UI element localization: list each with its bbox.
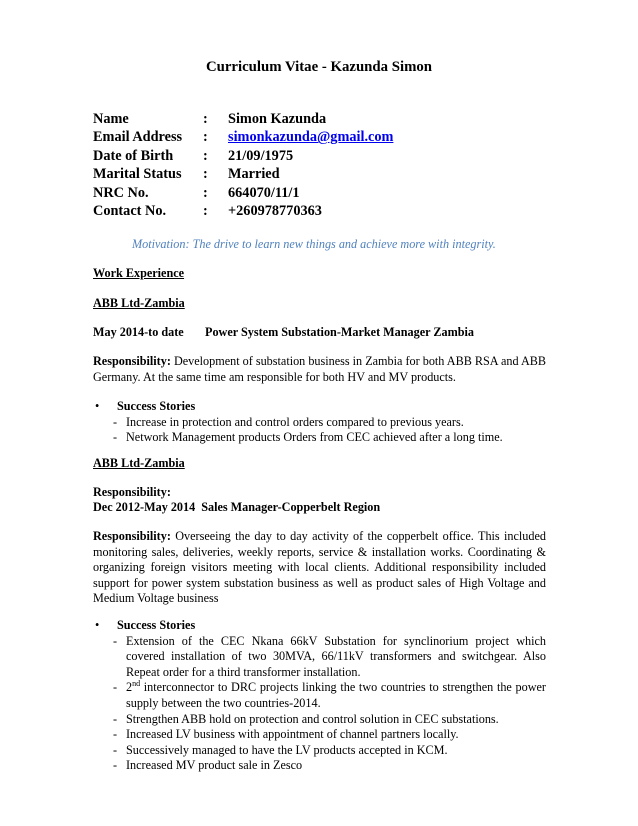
info-value: +260978770363 — [228, 202, 322, 219]
job2-resp-heading: Responsibility: — [93, 485, 171, 499]
info-row-nrc — [93, 184, 393, 202]
story-item — [93, 727, 546, 743]
motivation-statement: Motivation: The drive to learn new things and achieve more with integrity. — [132, 237, 496, 251]
email-link[interactable]: simonkazunda@gmail.com — [228, 129, 394, 146]
job1-responsibility — [93, 354, 546, 385]
dash-icon: - — [113, 758, 118, 773]
story-item — [93, 743, 546, 759]
story-text: Increase in protection and control orders compared to previous years. — [126, 414, 464, 429]
story-ordinal-suffix: nd — [132, 679, 141, 689]
dash-icon: - — [113, 727, 118, 742]
info-row-name — [93, 110, 393, 128]
success-label: Success Stories — [117, 399, 196, 413]
resp-text: Overseeing the day to day activity of the copperbelt office. This included monitoring sales, deliveries, weekly reports, service & installation works. Coordinating & organizing foreign visitors meeting with local clients. Additional responsibility included support for power system substation business as well as product sales of High Voltage and Medium Voltage business — [93, 529, 546, 606]
info-label: Date of Birth — [93, 147, 174, 164]
story-item — [93, 634, 546, 681]
info-colon: : — [203, 111, 208, 127]
info-label: Email Address — [93, 129, 183, 146]
job1-company: ABB Ltd-Zambia — [93, 296, 185, 310]
info-row-marital — [93, 165, 393, 183]
info-value: 664070/11/1 — [228, 184, 300, 201]
story-text: Successively managed to have the LV products accepted in KCM. — [126, 742, 448, 757]
job2-responsibility — [93, 529, 546, 607]
info-row-dob — [93, 147, 393, 165]
dash-icon: - — [113, 430, 118, 445]
info-colon: : — [203, 166, 208, 183]
job2-dates: Dec 2012-May 2014 — [93, 500, 196, 514]
dash-icon: - — [113, 633, 118, 648]
info-value: Simon Kazunda — [228, 111, 327, 127]
info-value — [228, 128, 393, 146]
job2-title-line — [93, 500, 546, 516]
info-value: 21/09/1975 — [228, 147, 294, 164]
job2-company: ABB Ltd-Zambia — [93, 456, 185, 470]
success-bullet — [93, 618, 546, 634]
info-label: Name — [93, 111, 129, 127]
bullet-icon: • — [95, 399, 100, 413]
story-ordinal: 2 — [126, 680, 133, 695]
personal-info — [93, 110, 393, 220]
document-title: Curriculum Vitae - Kazunda Simon — [205, 59, 433, 75]
dash-icon: - — [113, 680, 118, 695]
job1-dates: May 2014-to date — [93, 325, 184, 339]
story-item — [93, 415, 546, 431]
story-text: Network Management products Orders from CEC achieved after a long time. — [126, 430, 503, 445]
info-row-contact — [93, 202, 393, 220]
job2-success-stories — [93, 618, 546, 774]
info-colon: : — [203, 129, 208, 146]
info-colon: : — [203, 147, 208, 164]
story-text: Increased LV business with appointment of channel partners locally. — [126, 727, 459, 742]
story-text: Strengthen ABB hold on protection and control solution in CEC substations. — [126, 711, 499, 726]
story-item — [93, 680, 546, 711]
bullet-icon: • — [95, 618, 100, 632]
story-item — [93, 430, 546, 446]
resp-label: Responsibility: — [93, 529, 171, 543]
job1-success-stories — [93, 399, 546, 446]
resp-label: Responsibility: — [93, 354, 171, 368]
story-text — [126, 680, 546, 711]
info-value: Married — [228, 166, 280, 183]
dash-icon: - — [113, 742, 118, 757]
story-text: Extension of the CEC Nkana 66kV Substation for synclinorium project which covered installation of two 30MVA, 66/11kV transformers and switchgear. Also Repeat order for a third transformer installation. — [126, 633, 546, 679]
info-colon: : — [203, 202, 208, 219]
info-row-email — [93, 128, 393, 146]
job2-role: Sales Manager-Copperbelt Region — [201, 500, 381, 514]
dash-icon: - — [113, 711, 118, 726]
info-label: Contact No. — [93, 202, 167, 219]
story-text: Increased MV product sale in Zesco — [126, 758, 303, 773]
job1-role: Power System Substation-Market Manager Zambia — [205, 325, 475, 339]
success-label: Success Stories — [117, 618, 196, 632]
success-bullet — [93, 399, 546, 415]
info-label: Marital Status — [93, 166, 182, 183]
info-colon: : — [203, 184, 208, 201]
work-experience-heading: Work Experience — [93, 266, 185, 280]
story-body: interconnector to DRC projects linking the two countries to strengthen the power supply between the two countries-2014. — [126, 680, 546, 710]
resp-text: Development of substation business in Zambia for both ABB RSA and ABB Germany. At the same time am responsible for both HV and MV products. — [93, 354, 546, 384]
story-item — [93, 712, 546, 728]
dash-icon: - — [113, 414, 118, 429]
story-item — [93, 758, 546, 774]
job1-title-line — [93, 325, 546, 341]
info-label: NRC No. — [93, 184, 149, 201]
